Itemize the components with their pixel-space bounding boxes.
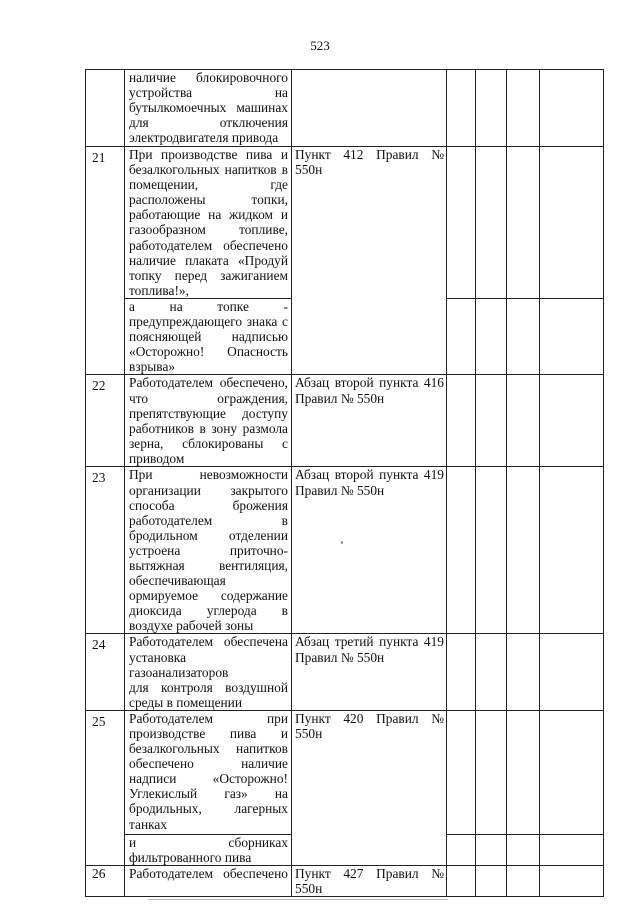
answer-yes-cell[interactable] xyxy=(447,70,476,147)
answer-no-cell[interactable] xyxy=(476,298,507,374)
requirement-line: вытяжная вентиляция, xyxy=(129,557,288,573)
answer-no-cell[interactable] xyxy=(476,834,507,865)
notes-cell[interactable] xyxy=(540,70,604,147)
requirement-line: и сборниках xyxy=(129,834,288,850)
requirement-line: «Осторожно! Опасность xyxy=(129,344,288,360)
table-row xyxy=(86,375,604,467)
requirement-line: Работодателем обеспечено, xyxy=(129,375,288,391)
requirement-line: электродвигателя привода xyxy=(129,130,279,146)
requirement-cell xyxy=(125,834,292,865)
requirement-line: для контроля воздушной xyxy=(129,679,288,695)
requirement-line: надписи «Осторожно! xyxy=(129,771,288,787)
notes-cell[interactable] xyxy=(540,375,604,467)
requirement-line: устройства на xyxy=(129,85,288,101)
reference-cell: Пункт 412 Правил № 550н xyxy=(292,147,447,375)
reference-cell: Абзац второй пункта 419 Правил № 550н xyxy=(292,467,447,634)
requirement-cell xyxy=(125,298,292,374)
requirement-line: установка газоанализаторов xyxy=(129,649,229,680)
answer-yes-cell[interactable] xyxy=(447,834,476,865)
requirement-line: Углекислый газ» на xyxy=(129,786,288,802)
table-row xyxy=(86,70,604,147)
requirement-line: для отключения xyxy=(129,115,288,131)
requirement-line: способа брожения xyxy=(129,497,288,513)
requirement-line: обеспечивающая xyxy=(129,573,226,589)
notes-cell[interactable] xyxy=(540,298,604,374)
requirement-line: взрыва» xyxy=(129,359,176,375)
answer-yes-cell[interactable] xyxy=(447,866,476,897)
notes-cell[interactable] xyxy=(540,467,604,634)
requirement-line: газообразном топливе, xyxy=(129,222,288,238)
requirement-line: танках xyxy=(129,816,168,832)
answer-no-cell[interactable] xyxy=(476,70,507,147)
page-edge-line xyxy=(148,899,448,900)
answer-yes-cell[interactable] xyxy=(447,298,476,374)
answer-no-cell[interactable] xyxy=(476,866,507,897)
row-number: 26 xyxy=(86,866,125,897)
notes-cell[interactable] xyxy=(540,147,604,299)
requirement-line: работодателем обеспечено xyxy=(129,237,288,253)
row-number: 23 xyxy=(86,467,125,634)
requirement-line: предупреждающего знака с xyxy=(129,314,288,330)
requirement-line: поясняющей надписью xyxy=(129,329,288,345)
answer-na-cell[interactable] xyxy=(507,834,540,865)
answer-na-cell[interactable] xyxy=(507,375,540,467)
requirement-line: Работодателем обеспечена xyxy=(129,634,288,650)
requirement-line: обеспечено наличие xyxy=(129,756,288,772)
table-row xyxy=(86,866,604,897)
notes-cell[interactable] xyxy=(540,866,604,897)
answer-na-cell[interactable] xyxy=(507,710,540,834)
requirement-line: бродильном отделении xyxy=(129,527,288,543)
answer-na-cell[interactable] xyxy=(507,147,540,299)
answer-yes-cell[interactable] xyxy=(447,634,476,710)
scan-speck xyxy=(341,541,343,544)
requirement-cell xyxy=(125,866,292,897)
requirement-cell xyxy=(125,70,292,147)
requirement-cell xyxy=(125,375,292,467)
answer-na-cell[interactable] xyxy=(507,298,540,374)
notes-cell[interactable] xyxy=(540,634,604,710)
requirement-line: расположены топки, xyxy=(129,192,288,208)
row-number: 25 xyxy=(86,710,125,865)
requirement-line: работников в зону размола xyxy=(129,420,288,436)
answer-no-cell[interactable] xyxy=(476,147,507,299)
row-number: 24 xyxy=(86,634,125,710)
row-number: 22 xyxy=(86,375,125,467)
answer-yes-cell[interactable] xyxy=(447,147,476,299)
answer-yes-cell[interactable] xyxy=(447,375,476,467)
requirement-cell xyxy=(125,467,292,634)
requirement-line: воздухе рабочей зоны xyxy=(129,618,254,634)
answer-no-cell[interactable] xyxy=(476,467,507,634)
row-number xyxy=(86,70,125,147)
row-number: 21 xyxy=(86,147,125,375)
notes-cell[interactable] xyxy=(540,834,604,865)
requirement-line: среды в помещении xyxy=(129,694,243,710)
requirement-cell xyxy=(125,147,292,299)
requirement-line: Работодателем обеспечено xyxy=(129,866,288,882)
reference-cell: Пункт 420 Правил № 550н xyxy=(292,710,447,865)
requirement-line: что ограждения, xyxy=(129,390,288,406)
requirement-line: ормируемое содержание xyxy=(129,588,288,604)
reference-cell: Абзац третий пункта 419 Правил № 550н xyxy=(292,634,447,710)
requirement-line: препятствующие доступу xyxy=(129,405,288,421)
requirement-line: бутылкомоечных машинах xyxy=(129,100,288,116)
requirement-line: Работодателем при xyxy=(129,710,288,726)
reference-cell xyxy=(292,70,447,147)
requirement-line: работающие на жидком и xyxy=(129,207,288,223)
reference-cell: Пункт 427 Правил № 550н xyxy=(292,866,447,897)
requirement-line: зерна, сблокированы с xyxy=(129,435,288,451)
answer-no-cell[interactable] xyxy=(476,375,507,467)
requirement-line: диоксида углерода в xyxy=(129,603,288,619)
requirement-line: фильтрованного пива xyxy=(129,850,252,865)
checklist-table xyxy=(85,69,604,897)
requirement-cell xyxy=(125,634,292,710)
answer-na-cell[interactable] xyxy=(507,467,540,634)
requirement-line: топку перед зажиганием xyxy=(129,267,288,283)
answer-yes-cell[interactable] xyxy=(447,710,476,834)
answer-na-cell[interactable] xyxy=(507,634,540,710)
table-row xyxy=(86,147,604,299)
answer-no-cell[interactable] xyxy=(476,634,507,710)
table-row xyxy=(86,467,604,634)
requirement-line: наличие плаката «Продуй xyxy=(129,252,288,268)
answer-na-cell[interactable] xyxy=(507,70,540,147)
answer-na-cell[interactable] xyxy=(507,866,540,897)
requirement-line: приводом xyxy=(129,450,185,466)
requirement-line: При невозможности xyxy=(129,467,288,483)
requirement-line: наличие блокировочного xyxy=(129,70,288,85)
page-number: 523 xyxy=(310,38,330,53)
notes-cell[interactable] xyxy=(540,710,604,834)
requirement-line: безалкогольных напитков в xyxy=(129,162,288,178)
table-row xyxy=(86,634,604,710)
requirement-line: а на топке - xyxy=(129,298,288,314)
requirement-line: организации закрытого xyxy=(129,482,288,498)
requirement-line: помещении, где xyxy=(129,177,288,193)
table-row xyxy=(86,710,604,834)
requirement-line: бродильных, лагерных xyxy=(129,801,288,817)
requirement-line: При производстве пива и xyxy=(129,147,288,162)
answer-no-cell[interactable] xyxy=(476,710,507,834)
reference-cell: Абзац второй пункта 416 Правил № 550н xyxy=(292,375,447,467)
requirement-line: работодателем в xyxy=(129,512,288,528)
requirement-line: топлива!», xyxy=(129,282,189,298)
requirement-line: производстве пива и xyxy=(129,726,288,741)
requirement-cell xyxy=(125,710,292,834)
answer-yes-cell[interactable] xyxy=(447,467,476,634)
requirement-line: устроена приточно- xyxy=(129,542,288,558)
requirement-line: безалкогольных напитков xyxy=(129,741,288,757)
